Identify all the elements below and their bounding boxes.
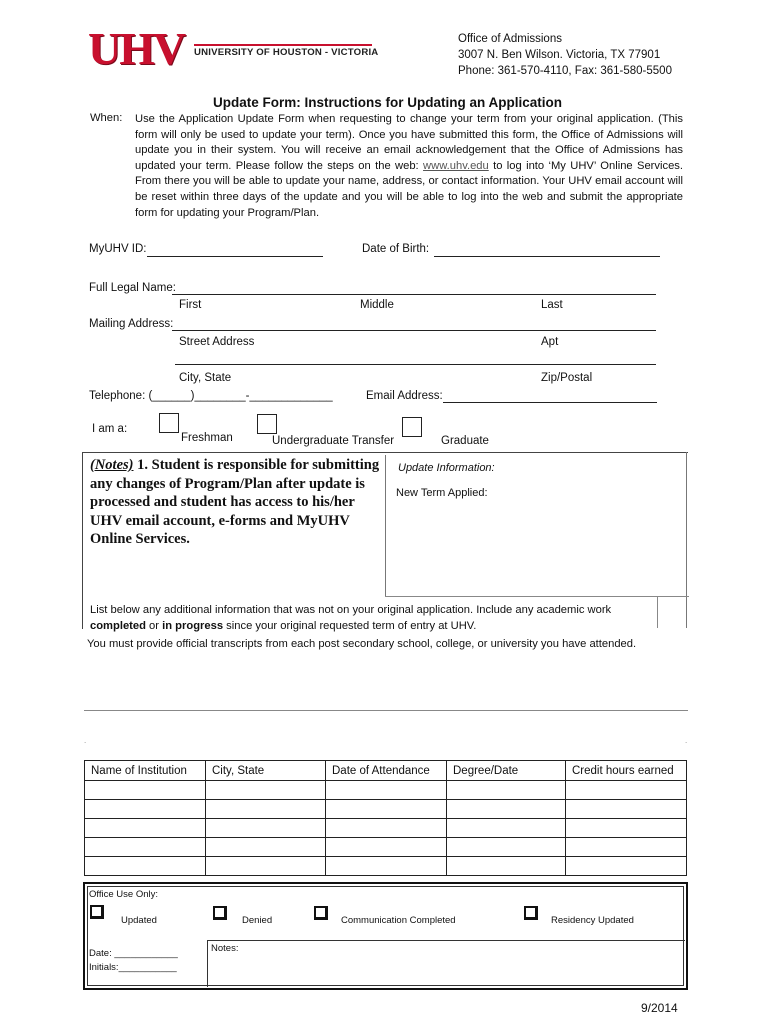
zip-caption: Zip/Postal: [541, 372, 593, 384]
logo-rule: [194, 44, 372, 46]
revision-date: 9/2014: [641, 1001, 678, 1015]
email-label: Email Address:: [366, 390, 443, 402]
table-cell[interactable]: [206, 800, 326, 819]
email-field[interactable]: [443, 402, 657, 403]
office-notes-box[interactable]: [207, 940, 685, 987]
myuhv-id-field[interactable]: [147, 256, 323, 257]
table-cell[interactable]: [326, 800, 447, 819]
city-state-field[interactable]: [175, 364, 656, 365]
updated-checkbox[interactable]: [90, 905, 104, 919]
office-name: Office of Admissions: [458, 33, 562, 45]
table-cell[interactable]: [85, 800, 206, 819]
table-cell[interactable]: [566, 819, 687, 838]
mailing-address-label: Mailing Address:: [89, 318, 174, 330]
table-row: [85, 857, 687, 876]
street-address-caption: Street Address: [179, 336, 255, 348]
col-credit-hours: Credit hours earned: [566, 761, 687, 781]
transfer-label: Undergraduate Transfer: [272, 435, 395, 447]
telephone-field[interactable]: Telephone: (______)________-_____________: [89, 390, 333, 402]
graduate-label: Graduate: [441, 435, 489, 447]
col-institution: Name of Institution: [85, 761, 206, 781]
table-cell[interactable]: [206, 857, 326, 876]
table-cell[interactable]: [326, 819, 447, 838]
update-info-bottom-rule: [385, 596, 689, 597]
when-paragraph: Use the Application Update Form when requesting to change your term from your original application. (This form will only be used to update your term). Once you have submitted this form, the Office of Admissions will update you in their system. You will receive an email acknowledgement that the Office of Admissions has updated your term. Please follow the steps on the web: www.uhv.edu to log into ‘My UHV’ Online Services. From there you will be able to update your name, address, or contact information. Your UHV email account will be reset within three days of the update and you will be able to log into the web and submit the appropriate form for updating your Program/Plan.: [135, 113, 684, 219]
office-use-label: Office Use Only:: [89, 889, 158, 900]
table-cell[interactable]: [206, 781, 326, 800]
table-cell[interactable]: [85, 819, 206, 838]
dot-left: .: [84, 736, 87, 745]
table-row: [85, 838, 687, 857]
table-cell[interactable]: [326, 857, 447, 876]
uhv-website-link[interactable]: www.uhv.edu: [423, 159, 489, 172]
additional-info-rule: [84, 710, 688, 711]
update-info-heading: Update Information:: [398, 462, 495, 474]
logo-university-name: UNIVERSITY OF HOUSTON - VICTORIA: [194, 47, 379, 58]
table-cell[interactable]: [447, 781, 566, 800]
table-cell[interactable]: [85, 857, 206, 876]
new-term-label: New Term Applied:: [396, 487, 488, 499]
notes-divider: [385, 455, 386, 596]
table-cell[interactable]: [206, 838, 326, 857]
office-notes-label: Notes:: [211, 943, 239, 954]
table-row: [85, 819, 687, 838]
denied-label: Denied: [242, 915, 273, 926]
residency-label: Residency Updated: [551, 915, 634, 926]
table-cell[interactable]: [447, 819, 566, 838]
street-address-field[interactable]: [172, 330, 656, 331]
table-cell[interactable]: [447, 857, 566, 876]
dob-label: Date of Birth:: [362, 243, 430, 255]
uhv-logo-mark: UHV: [88, 23, 185, 74]
communication-checkbox[interactable]: [314, 906, 328, 920]
communication-label: Communication Completed: [341, 915, 456, 926]
table-cell[interactable]: [326, 838, 447, 857]
dob-field[interactable]: [434, 256, 660, 257]
residency-checkbox[interactable]: [524, 906, 538, 920]
last-name-caption: Last: [541, 299, 563, 311]
table-cell[interactable]: [566, 800, 687, 819]
freshman-label: Freshman: [181, 432, 233, 444]
when-label: When:: [90, 112, 123, 124]
denied-checkbox[interactable]: [213, 906, 227, 920]
applicant-type-label: I am a:: [92, 423, 128, 435]
full-name-field[interactable]: [172, 294, 656, 295]
office-address: 3007 N. Ben Wilson. Victoria, TX 77901: [458, 49, 661, 61]
city-state-caption: City, State: [179, 372, 232, 384]
updated-label: Updated: [121, 915, 157, 926]
col-city-state: City, State: [206, 761, 326, 781]
middle-name-caption: Middle: [360, 299, 394, 311]
first-name-caption: First: [179, 299, 202, 311]
office-date-field[interactable]: Date: ____________: [89, 948, 178, 959]
table-cell[interactable]: [326, 781, 447, 800]
freshman-checkbox[interactable]: [159, 413, 179, 433]
table-cell[interactable]: [85, 838, 206, 857]
table-cell[interactable]: [566, 838, 687, 857]
office-phone: Phone: 361-570-4110, Fax: 361-580-5500: [458, 65, 672, 77]
myuhv-id-label: MyUHV ID:: [89, 243, 147, 255]
notes-text: (Notes) 1. Student is responsible for submitting any changes of Program/Plan after update is processed and student has access to his/her UHV email account, e-forms and MyUHV Online Services.: [90, 457, 380, 547]
table-cell[interactable]: [206, 819, 326, 838]
institution-table: [84, 760, 687, 876]
transfer-checkbox[interactable]: [257, 414, 277, 434]
frame-right-edge: [686, 452, 687, 628]
graduate-checkbox[interactable]: [402, 417, 422, 437]
additional-info-line1: List below any additional information that was not on your original application. Include any academic work: [90, 604, 612, 616]
frame-inner-edge: [657, 596, 658, 628]
table-cell[interactable]: [85, 781, 206, 800]
table-row: [85, 800, 687, 819]
page-title: Update Form: Instructions for Updating an Application: [213, 95, 562, 110]
table-header-row: [85, 761, 687, 781]
dot-right: .: [685, 736, 688, 745]
table-cell[interactable]: [447, 838, 566, 857]
apt-caption: Apt: [541, 336, 559, 348]
table-cell[interactable]: [447, 800, 566, 819]
table-row: [85, 781, 687, 800]
additional-info-line2: completed or in progress since your original requested term of entry at UHV.: [90, 620, 477, 632]
col-date-attendance: Date of Attendance: [326, 761, 447, 781]
table-cell[interactable]: [566, 781, 687, 800]
transcripts-requirement: You must provide official transcripts from each post secondary school, college, or university you have attended.: [87, 638, 637, 650]
table-cell[interactable]: [566, 857, 687, 876]
full-name-label: Full Legal Name:: [89, 282, 176, 294]
office-initials-field[interactable]: Initials:___________: [89, 962, 177, 973]
col-degree-date: Degree/Date: [447, 761, 566, 781]
